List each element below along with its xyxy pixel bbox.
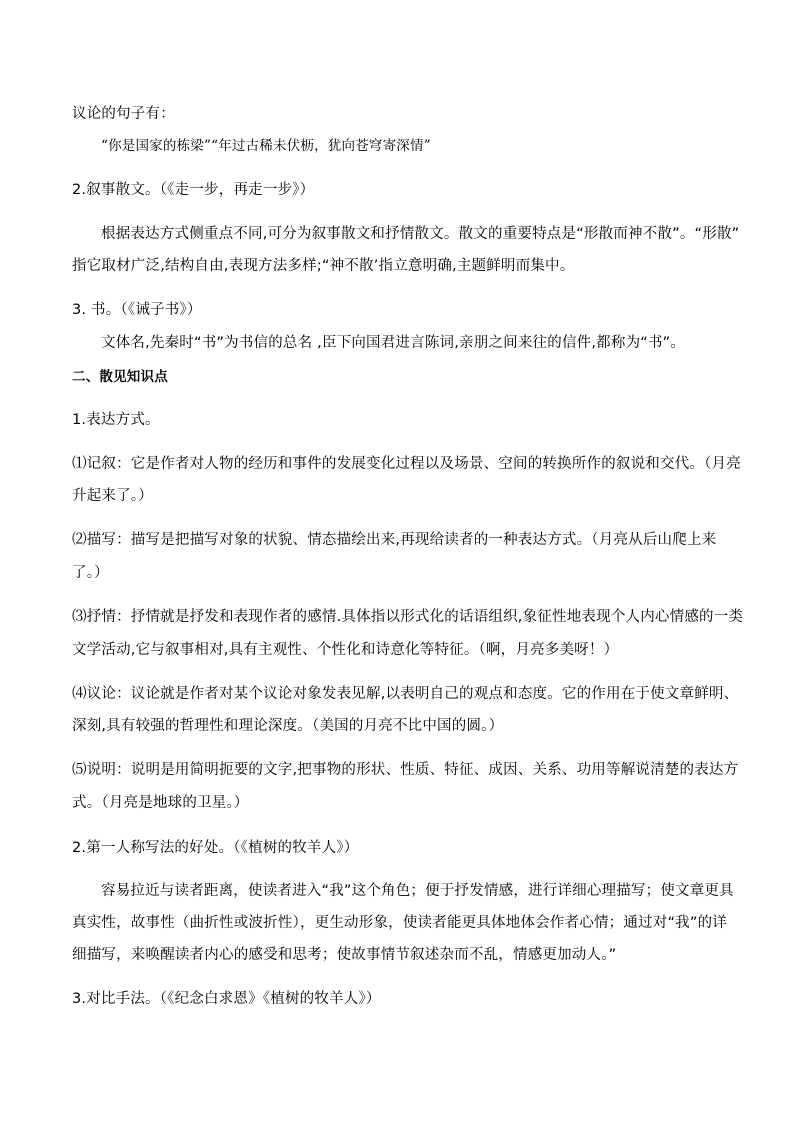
knowledge-3-heading: 3.对比手法。（《纪念白求恩》《植树的牧羊人》） [72,991,381,1007]
intro-quote: “你是国家的栋梁”“年过古稀未伏枥，犹向苍穹寄深情” [101,138,431,154]
expression-lyric-line-1: ⑶抒情：抒情就是抒发和表现作者的感情.具体指以形式化的话语组织,象征性地表现个人内心情感的一类 [72,609,744,625]
section-2-text-line-1: 根据表达方式侧重点不同,可分为叙事散文和抒情散文。散文的重要特点是“形散而神不散”。“形散” [101,226,740,242]
section-2-text-line-2: 指它取材广泛,结构自由,表现方法多样;“神不散’指立意明确,主题鲜明而集中。 [72,258,575,274]
knowledge-2-text-line-2: 真实性，故事性（曲折性或波折性），更生动形象，使读者能更具体地体会作者心情；通过对“我”的详 [72,915,727,931]
expression-narration-line-2: 升起来了。） [72,488,153,504]
knowledge-2-text-line-1: 容易拉近与读者距离，使读者进入“我”这个角色；便于抒发情感，进行详细心理描写；使文章更具 [101,883,734,899]
expression-explanation-line-2: 式。（月亮是地球的卫星。） [72,795,249,811]
expression-description-line-2: 了。） [72,565,109,581]
section-2-heading: 2.叙事散文。（《走一步，再走一步》） [72,182,315,198]
intro-label: 议论的句子有： [72,106,175,122]
section-3-heading: 3. 书。（《诫子书》） [72,302,202,318]
part-2-heading: 二、散见知识点 [72,369,168,385]
expression-narration-line-1: ⑴记叙：它是作者对人物的经历和事件的发展变化过程以及场景、空间的转换所作的叙说和交代。（月亮 [72,456,741,472]
knowledge-1-heading: 1.表达方式。 [72,412,160,428]
expression-description-line-1: ⑵描写：描写是把描写对象的状貌、情态描绘出来,再现给读者的一种表达方式。（月亮从后山爬上来 [72,532,717,548]
expression-argument-line-1: ⑷议论：议论就是作者对某个议论对象发表见解,以表明自己的观点和态度。它的作用在于使文章鲜明、 [72,686,739,702]
expression-explanation-line-1: ⑸说明：说明是用简明扼要的文字,把事物的形状、性质、特征、成因、关系、功用等解说清楚的表达方 [72,762,739,778]
expression-argument-line-2: 深刻,具有较强的哲理性和理论深度。（美国的月亮不比中国的圆。） [72,718,504,734]
knowledge-2-text-line-3: 细描写，来唤醒读者内心的感受和思考；使故事情节叙述杂而不乱，情感更加动人。” [72,947,617,963]
knowledge-2-heading: 2.第一人称写法的好处。（《植树的牧羊人》） [72,840,359,856]
section-3-text-line-1: 文体名,先秦时“书”为书信的总名 ,臣下向国君进言陈词,亲朋之间来往的信件,都称为“书”。 [101,335,686,351]
expression-lyric-line-2: 文学活动,它与叙事相对,具有主观性、个性化和诗意化等特征。（啊，月亮多美呀！） [72,642,619,658]
